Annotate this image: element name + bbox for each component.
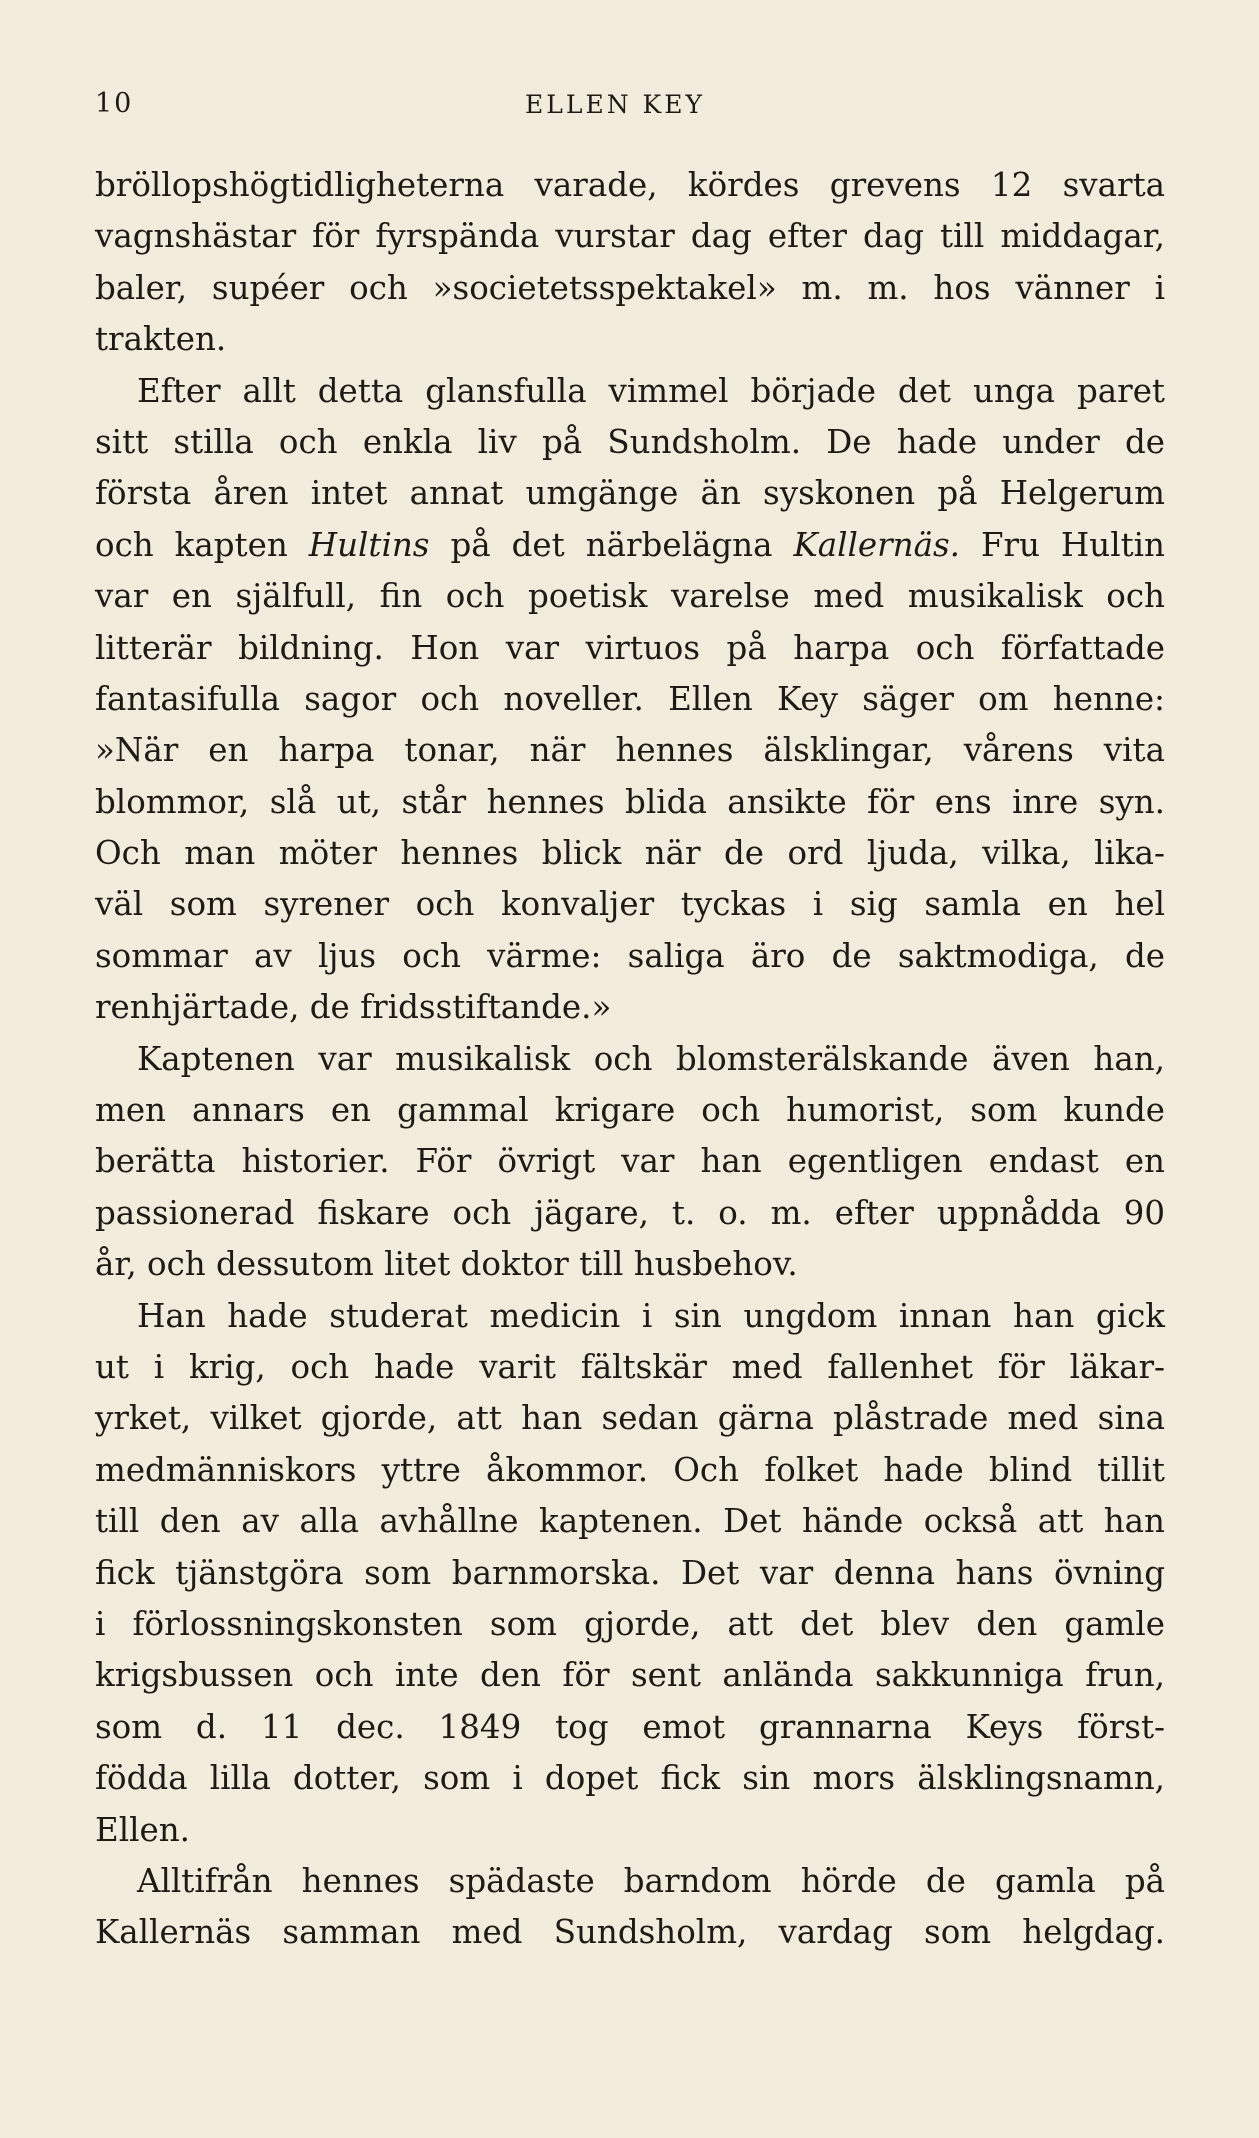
text-line: Efter allt detta glansfulla vimmel började det unga paret bbox=[137, 371, 1165, 410]
text-line: litterär bildning. Hon var virtuos på harpa och författade bbox=[95, 628, 1165, 667]
text-line: men annars en gammal krigare och humorist, som kunde bbox=[95, 1091, 1165, 1130]
italic-place-kallernas: Kallernäs. bbox=[793, 525, 960, 564]
text-line: födda lilla dotter, som i dopet fick sin mors älsklingsnamn, bbox=[95, 1759, 1165, 1798]
text-line: baler, supéer och »societetsspektakel» m. m. hos vänner i bbox=[95, 268, 1165, 307]
text-line: »När en harpa tonar, när hennes älsklingar, vårens vita bbox=[95, 731, 1165, 770]
text-line: sitt stilla och enkla liv på Sundsholm. De hade under de bbox=[95, 422, 1165, 461]
text-line: ut i krig, och hade varit fältskär med fallenhet för läkar- bbox=[95, 1347, 1165, 1386]
text-line: i förlossningskonsten som gjorde, att det blev den gamle bbox=[95, 1604, 1165, 1643]
body-text bbox=[95, 160, 1165, 1959]
text-line: yrket, vilket gjorde, att han sedan gärna plåstrade med sina bbox=[95, 1399, 1165, 1438]
text-line: vagnshästar för fyrspända vurstar dag efter dag till middagar, bbox=[95, 217, 1165, 256]
text-line: fick tjänstgöra som barnmorska. Det var denna hans övning bbox=[95, 1553, 1165, 1592]
text-line: krigsbussen och inte den för sent anlända sakkunniga frun, bbox=[95, 1656, 1165, 1695]
running-title: ELLEN KEY bbox=[525, 90, 705, 119]
text-line: första åren intet annat umgänge än syskonen på Helgerum bbox=[95, 474, 1165, 513]
text-line: sommar av ljus och värme: saliga äro de saktmodiga, de bbox=[95, 936, 1165, 975]
text-line: berätta historier. För övrigt var han egentligen endast en bbox=[95, 1142, 1165, 1181]
text-line: Han hade studerat medicin i sin ungdom innan han gick bbox=[137, 1296, 1165, 1335]
line-text: och kapten bbox=[95, 525, 309, 564]
text-line: var en själfull, fin och poetisk varelse med musikalisk och bbox=[95, 577, 1165, 616]
italic-name-hultins: Hultins bbox=[308, 525, 430, 564]
text-line: medmänniskors yttre åkommor. Och folket hade blind tillit bbox=[95, 1450, 1165, 1489]
text-line: Kaptenen var musikalisk och blomsterälskande även han, bbox=[137, 1039, 1165, 1078]
text-line: Och man möter hennes blick när de ord ljuda, vilka, lika- bbox=[95, 834, 1165, 873]
page-number: 10 bbox=[95, 88, 134, 119]
text-line: Ellen. bbox=[95, 1810, 191, 1849]
text-line: till den av alla avhållne kaptenen. Det hände också att han bbox=[95, 1502, 1165, 1541]
text-line: fantasifulla sagor och noveller. Ellen Key säger om henne: bbox=[95, 679, 1165, 718]
line-text: på det närbelägna bbox=[429, 525, 794, 564]
text-line bbox=[95, 520, 1165, 571]
text-line: passionerad fiskare och jägare, t. o. m. efter uppnådda 90 bbox=[95, 1193, 1165, 1232]
text-line: år, och dessutom litet doktor till husbehov. bbox=[95, 1245, 798, 1284]
text-line: trakten. bbox=[95, 320, 227, 359]
text-line: Kallernäs samman med Sundsholm, vardag som helgdag. bbox=[95, 1913, 1165, 1952]
text-line: väl som syrener och konvaljer tyckas i sig samla en hel bbox=[95, 885, 1165, 924]
line-text: Fru Hultin bbox=[959, 525, 1165, 564]
running-head bbox=[95, 88, 1165, 128]
text-line: renhjärtade, de fridsstiftande.» bbox=[95, 988, 612, 1027]
text-line: bröllopshögtidligheterna varade, kördes grevens 12 svarta bbox=[95, 166, 1165, 204]
text-line: blommor, slå ut, står hennes blida ansikte för ens inre syn. bbox=[95, 782, 1165, 821]
text-line: Alltifrån hennes spädaste barndom hörde de gamla på bbox=[137, 1861, 1165, 1900]
text-line: som d. 11 dec. 1849 tog emot grannarna Keys först- bbox=[95, 1707, 1165, 1746]
